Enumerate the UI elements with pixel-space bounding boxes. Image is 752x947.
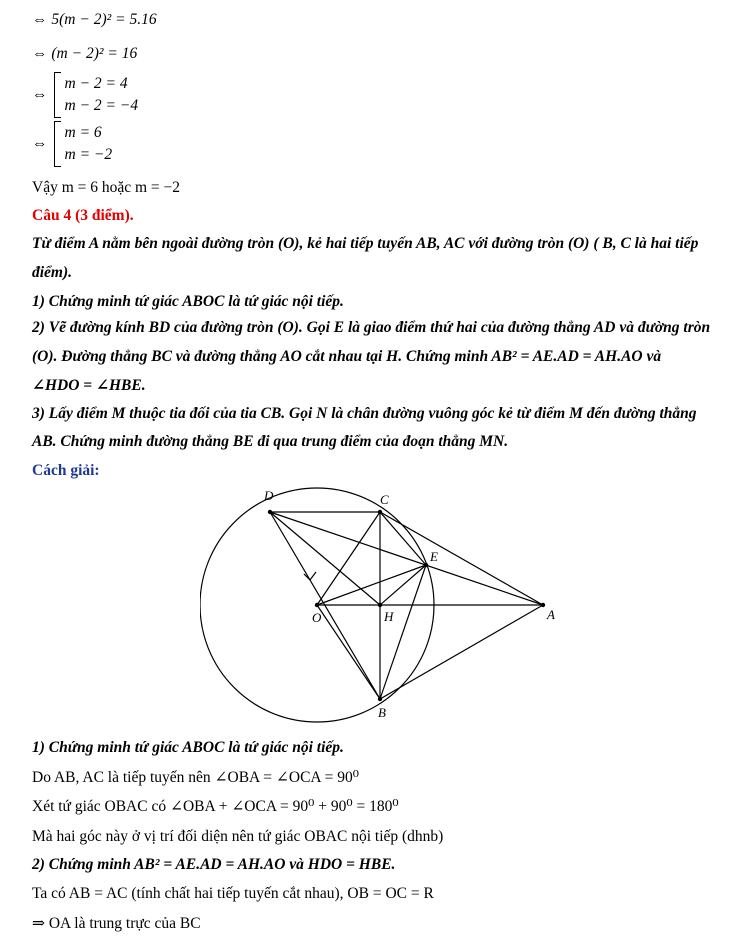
label-e: E bbox=[430, 549, 438, 564]
label-c: C bbox=[380, 492, 389, 507]
question-intro-1: Từ điểm A nằm bên ngoài đường tròn (O), kẻ hai tiếp tuyến AB, AC với đường tròn (O) ( B, C là hai tiếp bbox=[32, 235, 699, 252]
system-row: m = −2 bbox=[64, 146, 113, 163]
point-e bbox=[424, 563, 428, 567]
conclusion-line: Vậy m = 6 hoặc m = −2 bbox=[32, 179, 181, 196]
point-o bbox=[315, 603, 319, 607]
question-part-3b: AB. Chứng minh đường thẳng BE đi qua trung điểm của đoạn thẳng MN. bbox=[32, 433, 509, 450]
equivalence-arrow: ⇔ bbox=[32, 86, 48, 103]
label-a: A bbox=[547, 607, 555, 622]
equation-line-2: ⇔ (m − 2)² = 16 bbox=[32, 45, 138, 62]
system-row: m − 2 = 4 bbox=[64, 75, 128, 92]
segment-ba bbox=[380, 605, 543, 699]
segment-ca bbox=[380, 512, 543, 605]
question-part-2a: 2) Vẽ đường kính BD của đường tròn (O). Gọi E là giao điểm thứ hai của đường thẳng AD và đường tròn bbox=[32, 319, 711, 336]
solution-part-2-line-1: Ta có AB = AC (tính chất hai tiếp tuyến cắt nhau), OB = OC = R bbox=[32, 885, 434, 902]
segment-ob bbox=[317, 605, 380, 699]
geometry-figure bbox=[200, 484, 570, 724]
figure-lines bbox=[270, 512, 543, 699]
question-intro-2: điểm). bbox=[32, 264, 73, 281]
solution-heading: Cách giải: bbox=[32, 462, 100, 479]
label-b: B bbox=[378, 705, 386, 720]
segment-oe bbox=[317, 565, 426, 605]
point-c bbox=[378, 510, 382, 514]
system-bracket bbox=[54, 72, 61, 118]
label-d: D bbox=[264, 488, 274, 503]
solution-part-1-line-3: Mà hai góc này ở vị trí đối diện nên tứ giác OBAC nội tiếp (dhnb) bbox=[32, 828, 444, 845]
solution-part-2-title: 2) Chứng minh AB² = AE.AD = AH.AO và HDO = HBE. bbox=[32, 856, 396, 873]
equation-line-1: ⇔ 5(m − 2)² = 5.16 bbox=[32, 11, 157, 28]
solution-part-2-line-2: ⇒ OA là trung trực của BC bbox=[32, 915, 201, 932]
equivalence-arrow: ⇔ bbox=[32, 135, 48, 152]
solution-part-1-line-1: Do AB, AC là tiếp tuyến nên ∠OBA = ∠OCA = 90⁰ bbox=[32, 769, 359, 786]
point-h bbox=[378, 603, 382, 607]
question-title: Câu 4 (3 điểm). bbox=[32, 207, 134, 224]
equation-system-1 bbox=[32, 72, 138, 118]
question-part-2b: (O). Đường thẳng BC và đường thẳng AO cắt nhau tại H. Chứng minh AB² = AE.AD = AH.AO và bbox=[32, 348, 662, 365]
point-a bbox=[541, 603, 545, 607]
point-b bbox=[378, 697, 382, 701]
label-o: O bbox=[312, 610, 322, 625]
system-row: m − 2 = −4 bbox=[64, 97, 139, 114]
question-part-2c: ∠HDO = ∠HBE. bbox=[32, 377, 146, 394]
solution-part-1-title: 1) Chứng minh tứ giác ABOC là tứ giác nội tiếp. bbox=[32, 739, 344, 756]
label-h: H bbox=[384, 609, 394, 624]
segment-oc bbox=[317, 512, 380, 605]
point-d bbox=[268, 510, 272, 514]
solution-part-1-line-2: Xét tứ giác OBAC có ∠OBA + ∠OCA = 90⁰ + 90⁰ = 180⁰ bbox=[32, 798, 399, 815]
segment-da bbox=[270, 512, 543, 605]
equation-system-2 bbox=[32, 121, 112, 167]
question-part-3a: 3) Lấy điểm M thuộc tia đối của tia CB. Gọi N là chân đường vuông góc kẻ từ điểm M đến đường thẳng bbox=[32, 405, 697, 422]
question-part-1: 1) Chứng minh tứ giác ABOC là tứ giác nội tiếp. bbox=[32, 293, 344, 310]
segment-dh bbox=[270, 512, 380, 605]
system-row: m = 6 bbox=[64, 124, 102, 141]
system-bracket bbox=[54, 121, 61, 167]
